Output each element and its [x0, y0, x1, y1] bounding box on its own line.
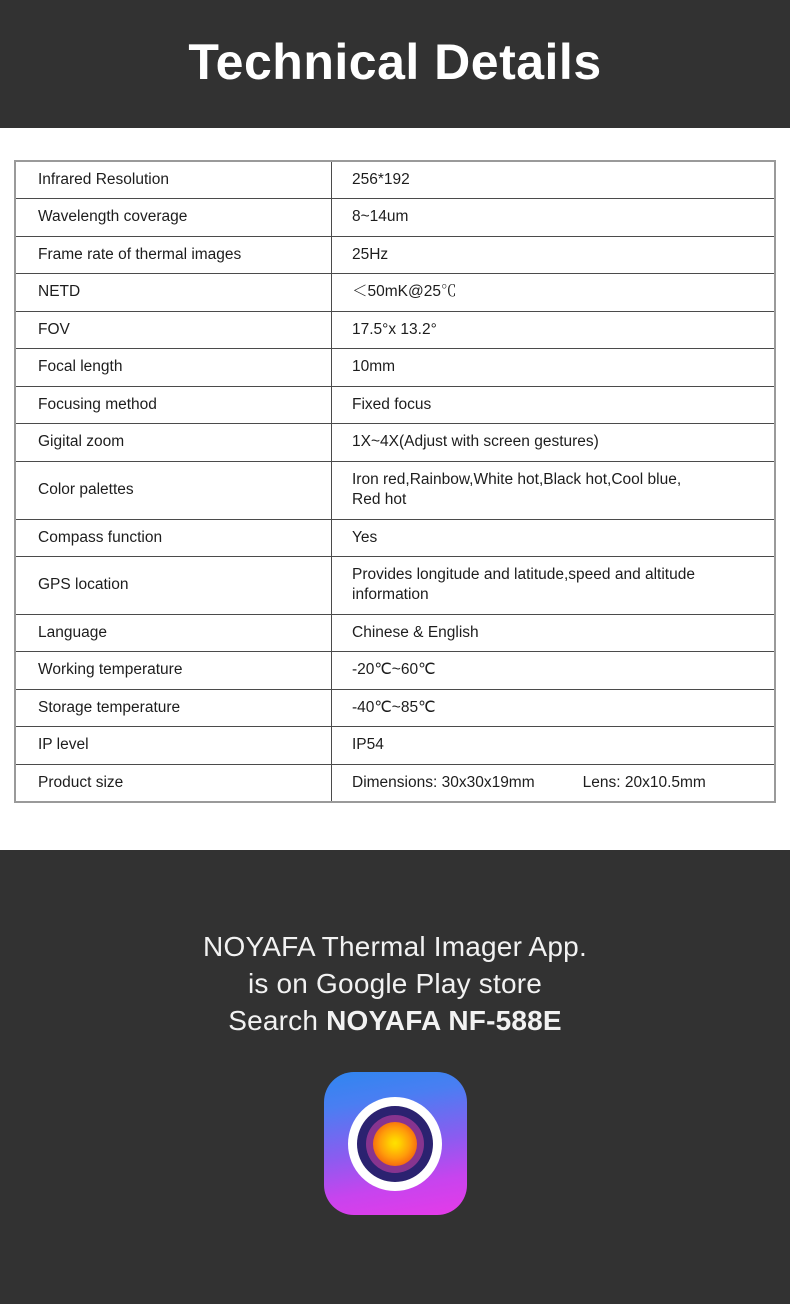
- spec-value-line: 10mm: [352, 358, 396, 376]
- table-row: [15, 764, 775, 802]
- spec-value: [332, 349, 776, 386]
- spec-label: IP level: [15, 727, 332, 764]
- promo-line-2: is on Google Play store: [247, 968, 543, 999]
- spec-label: Focal length: [15, 349, 332, 386]
- spec-value-line: Yes: [352, 528, 378, 546]
- spec-value-line-2: Red hot: [352, 491, 407, 509]
- promo-line-1: NOYAFA Thermal Imager App.: [203, 931, 587, 962]
- spec-value-line: 17.5°x 13.2°: [352, 320, 437, 338]
- promo-product-model: NOYAFA NF-588E: [326, 1005, 562, 1036]
- technical-details-header: [0, 0, 790, 128]
- spec-table-container: [0, 128, 790, 803]
- table-row: [15, 236, 775, 273]
- promo-line-3-prefix: Search: [228, 1005, 327, 1036]
- table-row: [15, 274, 775, 311]
- spec-value: [332, 556, 776, 614]
- table-row: [15, 727, 775, 764]
- spec-value: [332, 311, 776, 348]
- table-row: [15, 652, 775, 689]
- spec-value-line: 8~14um: [352, 208, 409, 226]
- spec-label: Infrared Resolution: [15, 161, 332, 199]
- table-row: [15, 199, 775, 236]
- table-row: [15, 461, 775, 519]
- spec-value-line: Fixed focus: [352, 395, 432, 413]
- spec-value-line: Iron red,Rainbow,White hot,Black hot,Cool blue,: [352, 470, 682, 488]
- spec-value: [332, 652, 776, 689]
- spec-label: Working temperature: [15, 652, 332, 689]
- spec-value-extra: Lens: 20x10.5mm: [582, 773, 706, 791]
- table-row: [15, 349, 775, 386]
- table-row: [15, 161, 775, 199]
- app-promo-section: [0, 850, 790, 1304]
- spec-value-line: -40℃~85℃: [352, 698, 436, 716]
- spec-label: NETD: [15, 274, 332, 311]
- spec-label: Language: [15, 614, 332, 651]
- spec-label: GPS location: [15, 556, 332, 614]
- spec-label: Focusing method: [15, 386, 332, 423]
- spec-value: [332, 614, 776, 651]
- spec-label: Product size: [15, 764, 332, 802]
- app-store-icon[interactable]: [324, 1072, 467, 1215]
- spec-value: [332, 386, 776, 423]
- promo-line-3: [203, 1002, 587, 1039]
- spec-value-line: 256*192: [352, 171, 410, 188]
- spec-value: [332, 727, 776, 764]
- spec-value-line: Chinese & English: [352, 623, 479, 641]
- table-row: [15, 424, 775, 461]
- spec-value-line: Provides longitude and latitude,speed and altitude: [352, 565, 695, 583]
- spec-value-line-2: information: [352, 586, 429, 604]
- spec-label: Color palettes: [15, 461, 332, 519]
- spec-value: [332, 461, 776, 519]
- spec-value-line: Dimensions: 30x30x19mm Lens: 20x10.5mm: [352, 773, 764, 793]
- table-row: [15, 311, 775, 348]
- table-row: [15, 689, 775, 726]
- table-row: [15, 614, 775, 651]
- spec-value: [332, 199, 776, 236]
- spec-value: [332, 424, 776, 461]
- spec-label: Storage temperature: [15, 689, 332, 726]
- app-promo-text: [203, 928, 587, 1039]
- spec-label: Compass function: [15, 519, 332, 556]
- spec-value: [332, 274, 776, 311]
- table-row: [15, 386, 775, 423]
- spec-label: FOV: [15, 311, 332, 348]
- spec-value-line: -20℃~60℃: [352, 661, 436, 679]
- spec-value: [332, 161, 776, 199]
- spec-value: [332, 519, 776, 556]
- spec-value: [332, 689, 776, 726]
- technical-specifications-table: [14, 160, 776, 803]
- table-row: [15, 556, 775, 614]
- spec-label: Frame rate of thermal images: [15, 236, 332, 273]
- page-title: Technical Details: [188, 34, 602, 90]
- spec-label: Gigital zoom: [15, 424, 332, 461]
- spec-value-line: 1X~4X(Adjust with screen gestures): [352, 433, 599, 451]
- app-icon-thermal-core: [373, 1122, 417, 1166]
- spec-value: [332, 764, 776, 802]
- spec-value-line: IP54: [352, 736, 384, 754]
- spec-label: Wavelength coverage: [15, 199, 332, 236]
- spec-value-line: 25Hz: [352, 245, 389, 263]
- spec-value-line: ＜50mK@25℃: [352, 283, 457, 301]
- table-row: [15, 519, 775, 556]
- spec-value: [332, 236, 776, 273]
